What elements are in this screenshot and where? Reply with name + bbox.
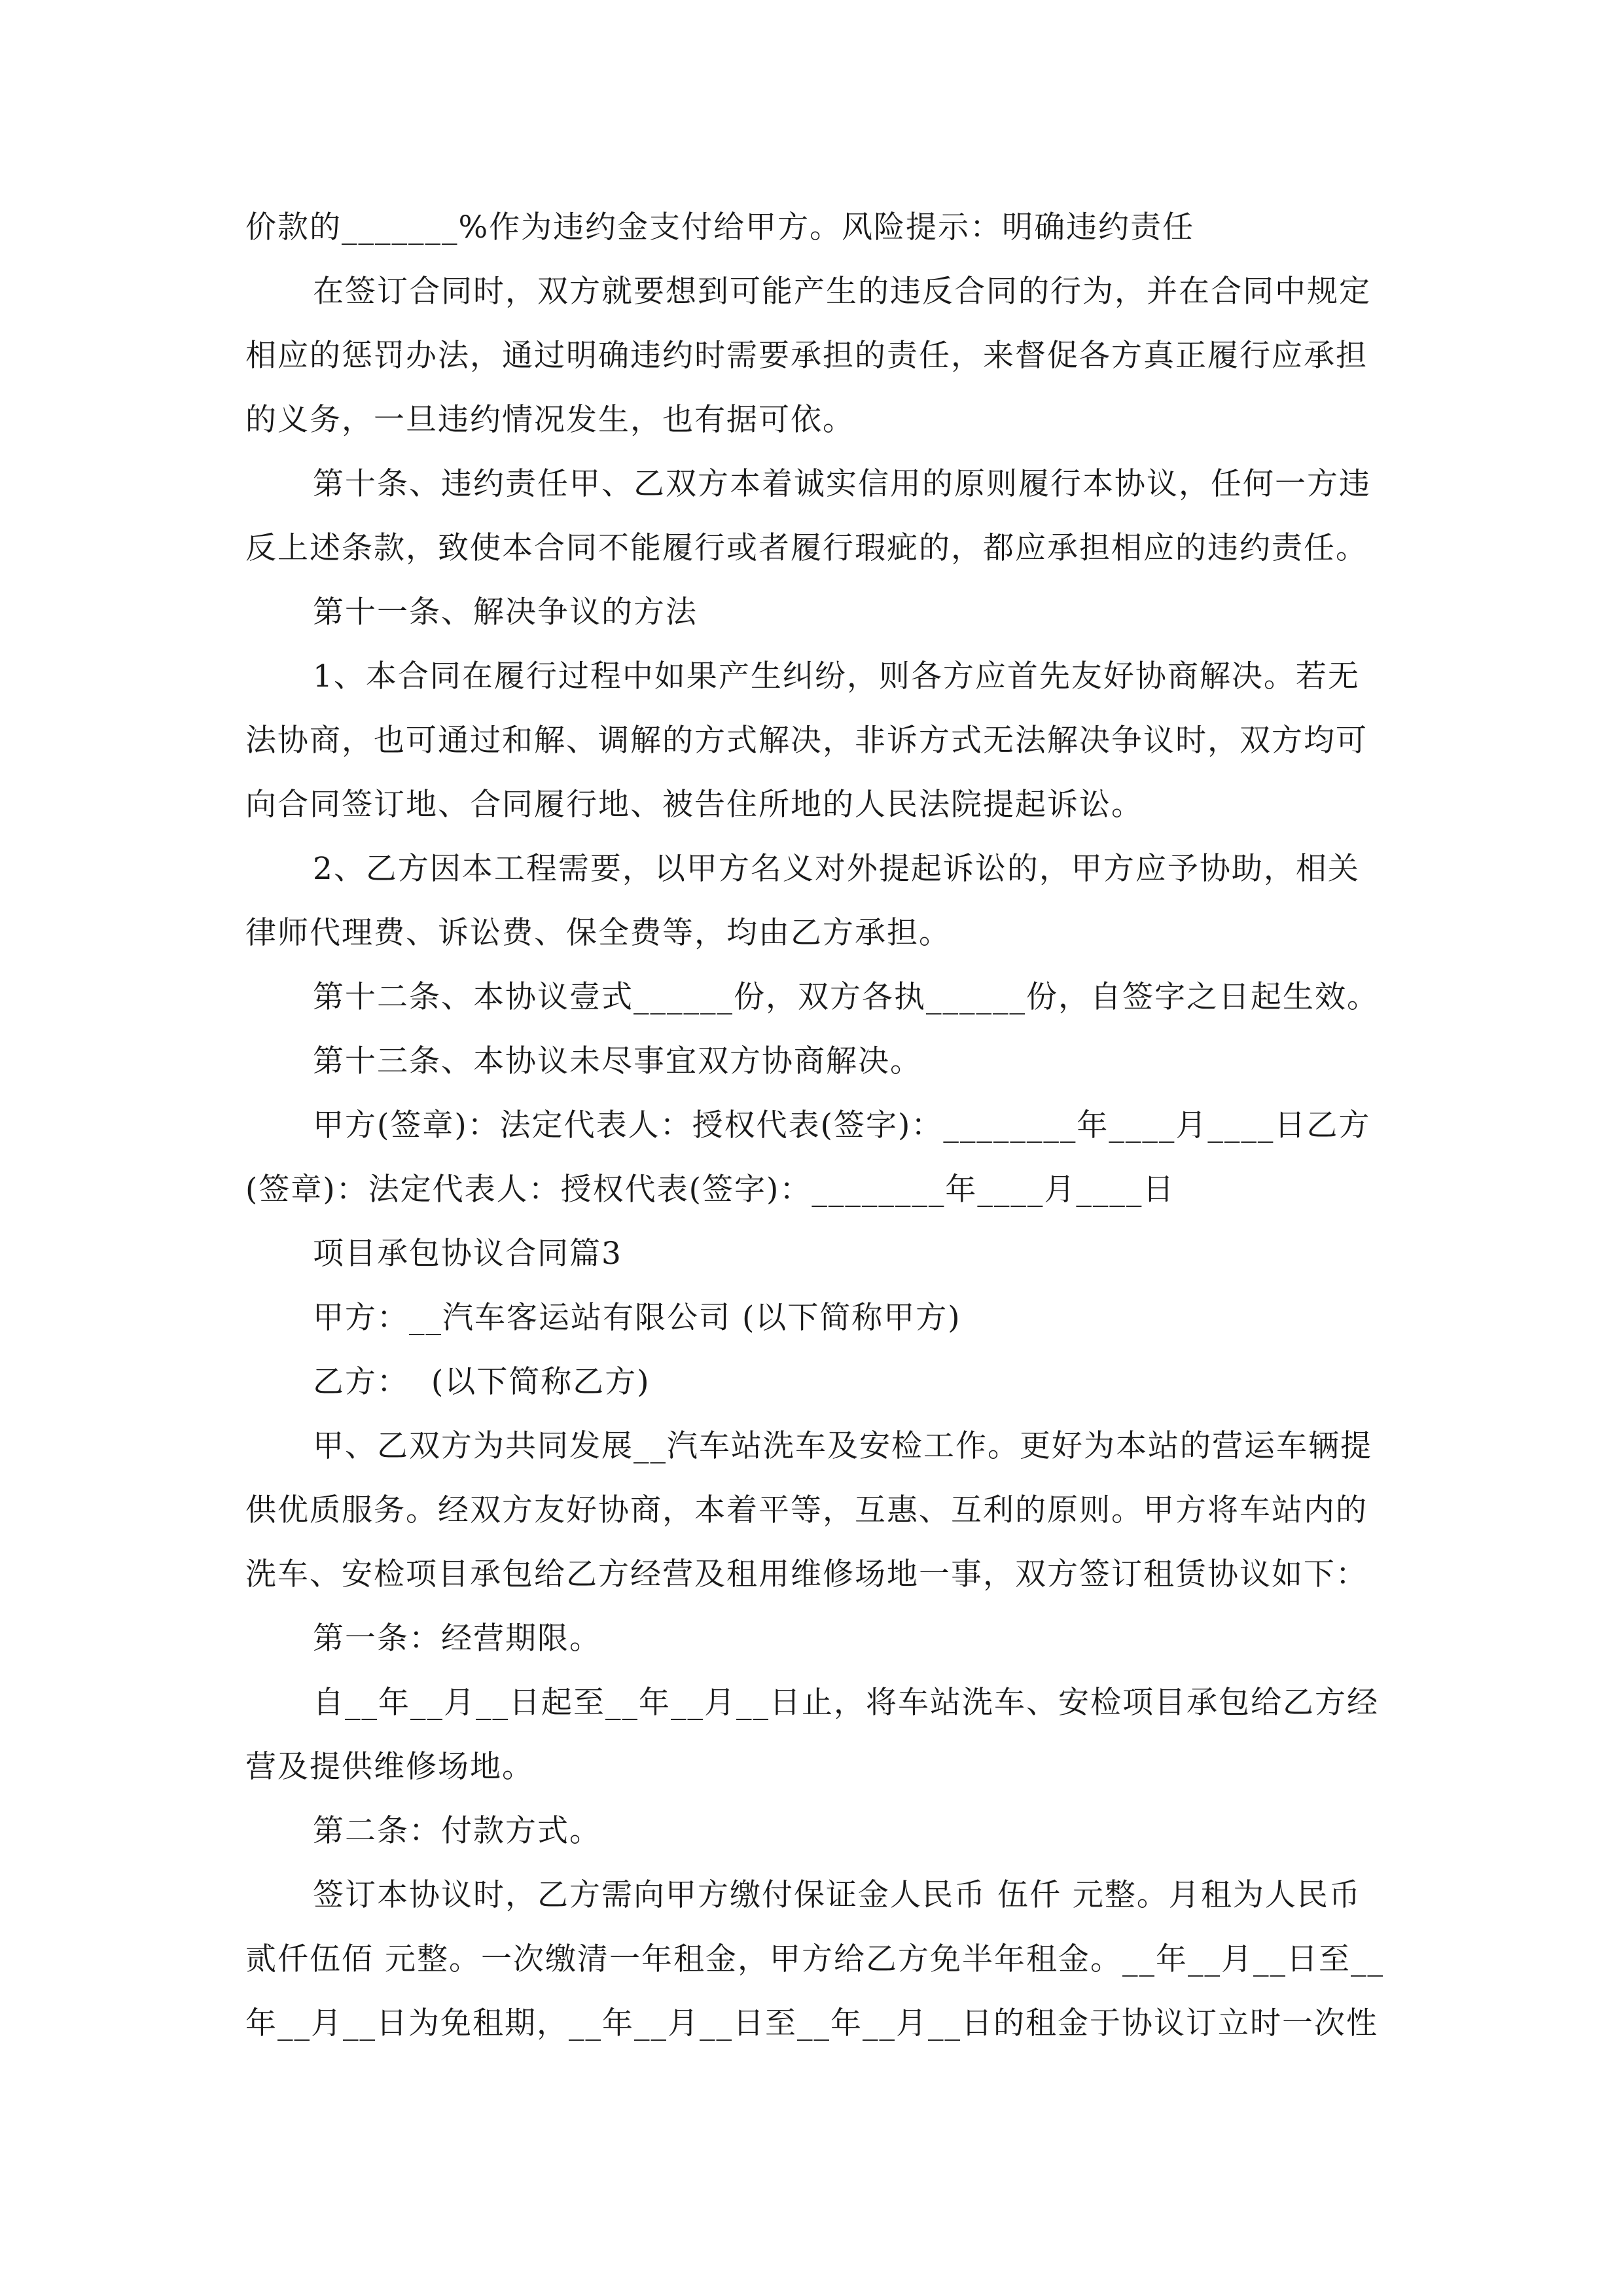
section-heading: 第十一条、解决争议的方法 — [313, 594, 698, 630]
text-line: 向合同签订地、合同履行地、被告住所地的人民法院提起诉讼。 — [245, 787, 1143, 823]
text-line: 甲、乙双方为共同发展__汽车站洗车及安检工作。更好为本站的营运车辆提 — [313, 1428, 1372, 1464]
text-line: 第十三条、本协议未尽事宜双方协商解决。 — [313, 1043, 922, 1079]
party-a-line: 甲方：__汽车客运站有限公司 (以下简称甲方) — [313, 1300, 961, 1336]
text-line: 反上述条款，致使本合同不能履行或者履行瑕疵的，都应承担相应的违约责任。 — [245, 530, 1368, 566]
text-line: 供优质服务。经双方友好协商，本着平等，互惠、互利的原则。甲方将车站内的 — [245, 1492, 1368, 1528]
section-title: 项目承包协议合同篇3 — [313, 1236, 622, 1272]
text-line: 洗车、安检项目承包给乙方经营及租用维修场地一事，双方签订租赁协议如下： — [245, 1556, 1368, 1592]
section-heading: 第二条：付款方式。 — [313, 1813, 601, 1849]
text-line: 第十二条、本协议壹式______份，双方各执______份，自签字之日起生效。 — [313, 979, 1379, 1015]
text-line: 1、本合同在履行过程中如果产生纠纷，则各方应首先友好协商解决。若无 — [313, 658, 1360, 694]
signature-line: 甲方(签章)：法定代表人：授权代表(签字)：________年____月____日乙方 — [313, 1107, 1371, 1143]
text-line: 签订本协议时，乙方需向甲方缴付保证金人民币 伍仟 元整。月租为人民币 — [313, 1877, 1361, 1913]
section-heading: 第一条：经营期限。 — [313, 1621, 601, 1657]
text-line: 贰仟伍佰 元整。一次缴清一年租金，甲方给乙方免半年租金。__年__月__日至__ — [245, 1941, 1384, 1977]
text-line: 自__年__月__日起至__年__月__日止，将车站洗车、安检项目承包给乙方经 — [313, 1685, 1379, 1721]
party-b-line: 乙方： (以下简称乙方) — [313, 1364, 651, 1400]
signature-line: (签章)：法定代表人：授权代表(签字)：________年____月____日 — [245, 1172, 1175, 1208]
text-line: 2、乙方因本工程需要，以甲方名义对外提起诉讼的，甲方应予协助，相关 — [313, 851, 1360, 887]
text-line: 律师代理费、诉讼费、保全费等，均由乙方承担。 — [245, 915, 951, 951]
text-line: 法协商，也可通过和解、调解的方式解决，非诉方式无法解决争议时，双方均可 — [245, 723, 1368, 759]
text-line: 营及提供维修场地。 — [245, 1749, 534, 1785]
text-line: 在签订合同时，双方就要想到可能产生的违反合同的行为，并在合同中规定 — [313, 274, 1371, 310]
text-line: 的义务，一旦违约情况发生，也有据可依。 — [245, 402, 855, 438]
text-line: 第十条、违约责任甲、乙双方本着诚实信用的原则履行本协议，任何一方违 — [313, 466, 1371, 502]
text-line: 相应的惩罚办法，通过明确违约时需要承担的责任，来督促各方真正履行应承担 — [245, 338, 1368, 374]
text-line: 年__月__日为免租期，__年__月__日至__年__月__日的租金于协议订立时一次性 — [245, 2005, 1378, 2041]
text-line: 价款的_______%作为违约金支付给甲方。风险提示：明确违约责任 — [245, 209, 1195, 245]
